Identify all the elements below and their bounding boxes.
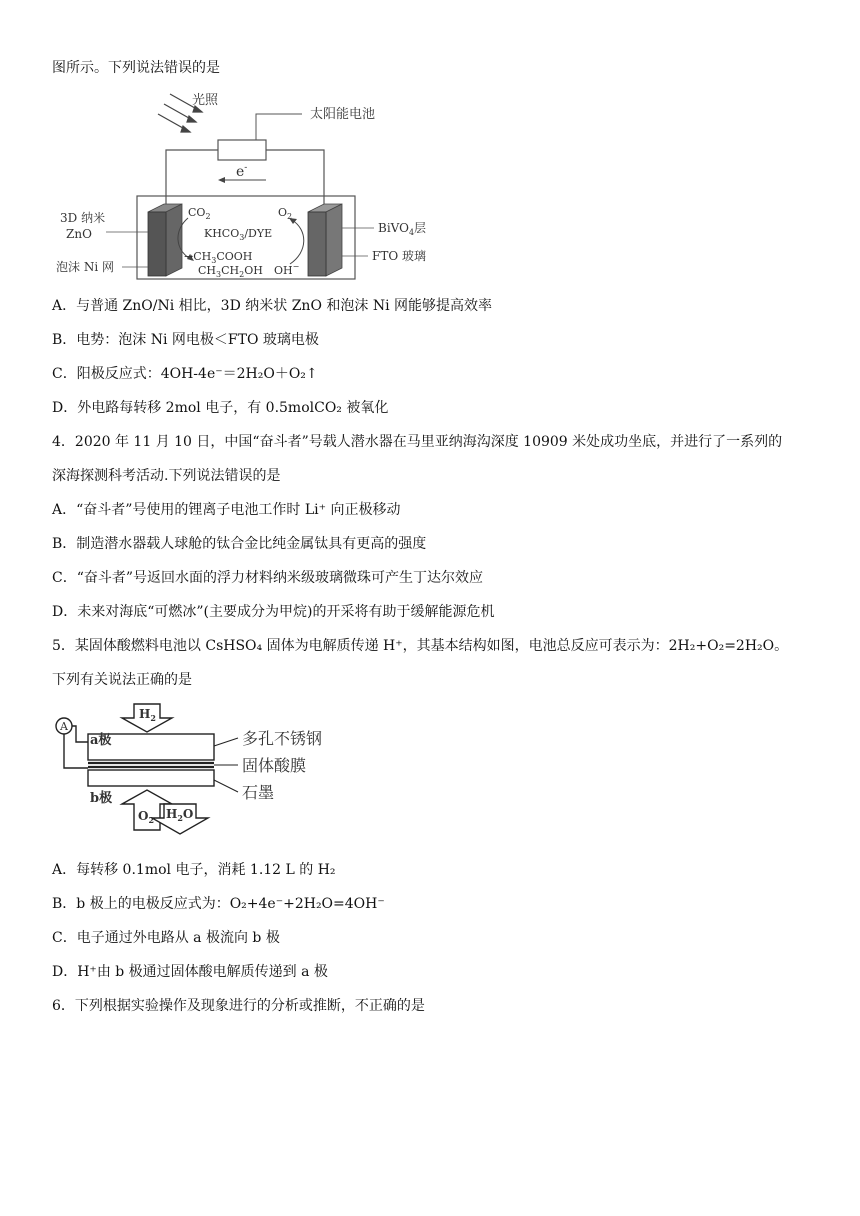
- b-pole-label: b极: [90, 791, 113, 806]
- h2-label: $H_2$: [139, 707, 156, 723]
- oxidation-curve: [290, 220, 304, 264]
- q5-option-c: C．电子通过外电路从 a 极流向 b 极: [52, 930, 280, 946]
- right-label-bivo4: BiVO$_4$层: [378, 221, 427, 237]
- q4-option-c: C．“奋斗者”号返回水面的浮力材料纳米级玻璃微珠可产生丁达尔效应: [52, 570, 484, 586]
- right-electrode: [308, 212, 326, 276]
- left-label-ni: 泡沫 Ni 网: [56, 260, 114, 274]
- hydroxide-label: OH−: [274, 262, 300, 277]
- q3-option-b: B．电势：泡沫 Ni 网电极＜FTO 玻璃电极: [52, 332, 319, 348]
- a-pole-label: a极: [90, 733, 112, 748]
- left-electrode: [148, 212, 166, 276]
- intro-line: 图所示。下列说法错误的是: [52, 60, 220, 76]
- label-solid-acid-membrane: 固体酸膜: [242, 756, 307, 775]
- co2-label: $CO_2$: [188, 206, 211, 221]
- solar-cell-box: [218, 140, 266, 160]
- q4-stem-line1: 4．2020 年 11 月 10 日，中国“奋斗者”号载人潜水器在马里亚纳海沟深度 10909 米处成功坐底，并进行了一系列的: [52, 434, 783, 450]
- q3-option-c: C．阳极反应式：4OH-4e⁻＝2H₂O＋O₂↑: [52, 366, 318, 382]
- acetic-acid-label: $\to CH_3COOH$: [184, 250, 253, 265]
- q4-option-b: B．制造潜水器载人球舱的钛合金比纯金属钛具有更高的强度: [52, 536, 427, 552]
- q6-stem: 6．下列根据实验操作及现象进行的分析或推断，不正确的是: [52, 998, 425, 1014]
- q3-option-a: A．与普通 ZnO/Ni 相比，3D 纳米状 ZnO 和泡沫 Ni 网能够提高效率: [52, 298, 493, 314]
- electrolyte-label: $KHCO_3$/DYE: [204, 227, 273, 242]
- q5-option-a: A．每转移 0.1mol 电子，消耗 1.12 L 的 H₂: [52, 862, 336, 878]
- graphite-layer: [88, 770, 214, 786]
- h2o-label: $H_2O$: [166, 807, 194, 823]
- q5-stem-line2: 下列有关说法正确的是: [52, 672, 192, 688]
- q4-option-a: A．“奋斗者”号使用的锂离子电池工作时 Li⁺ 向正极移动: [52, 502, 401, 518]
- left-label-3d: 3D 纳米: [60, 211, 106, 225]
- fuel-cell-diagram: [52, 700, 352, 840]
- q5-option-d: D．H⁺由 b 极通过固体酸电解质传递到 a 极: [52, 964, 328, 980]
- q5-stem-line1: 5．某固体酸燃料电池以 CsHSO₄ 固体为电解质传递 H⁺，其基本结构如图，电池总反应可表示为：2H₂+O₂=2H₂O。: [52, 638, 789, 654]
- solar-cell-label: 太阳能电池: [310, 107, 376, 122]
- wire-left: [166, 150, 218, 212]
- label-graphite: 石墨: [242, 783, 275, 802]
- q3-option-d: D．外电路每转移 2mol 电子，有 0.5molCO₂ 被氧化: [52, 400, 389, 416]
- o2-label: $O_2$: [138, 809, 155, 825]
- q4-option-d: D．未来对海底“可燃冰”(主要成分为甲烷)的开采将有助于缓解能源危机: [52, 604, 495, 620]
- wire-right: [266, 150, 324, 212]
- o2-label: $O_2$: [278, 206, 293, 221]
- label-porous-steel: 多孔不锈钢: [242, 729, 323, 748]
- q5-option-b: B．b 极上的电极反应式为：O₂+4e⁻+2H₂O=4OH⁻: [52, 896, 385, 912]
- ammeter-label: A: [60, 720, 68, 733]
- left-label-zno: ZnO: [66, 227, 92, 241]
- light-label: 光照: [192, 93, 219, 108]
- ethanol-label: $CH_3CH_2OH$: [198, 264, 263, 279]
- right-label-fto: FTO 玻璃: [372, 249, 426, 263]
- photoelectrochemical-cell-diagram: [52, 84, 472, 284]
- electron-label: e-: [236, 163, 248, 180]
- q4-stem-line2: 深海探测科考活动.下列说法错误的是: [52, 468, 281, 484]
